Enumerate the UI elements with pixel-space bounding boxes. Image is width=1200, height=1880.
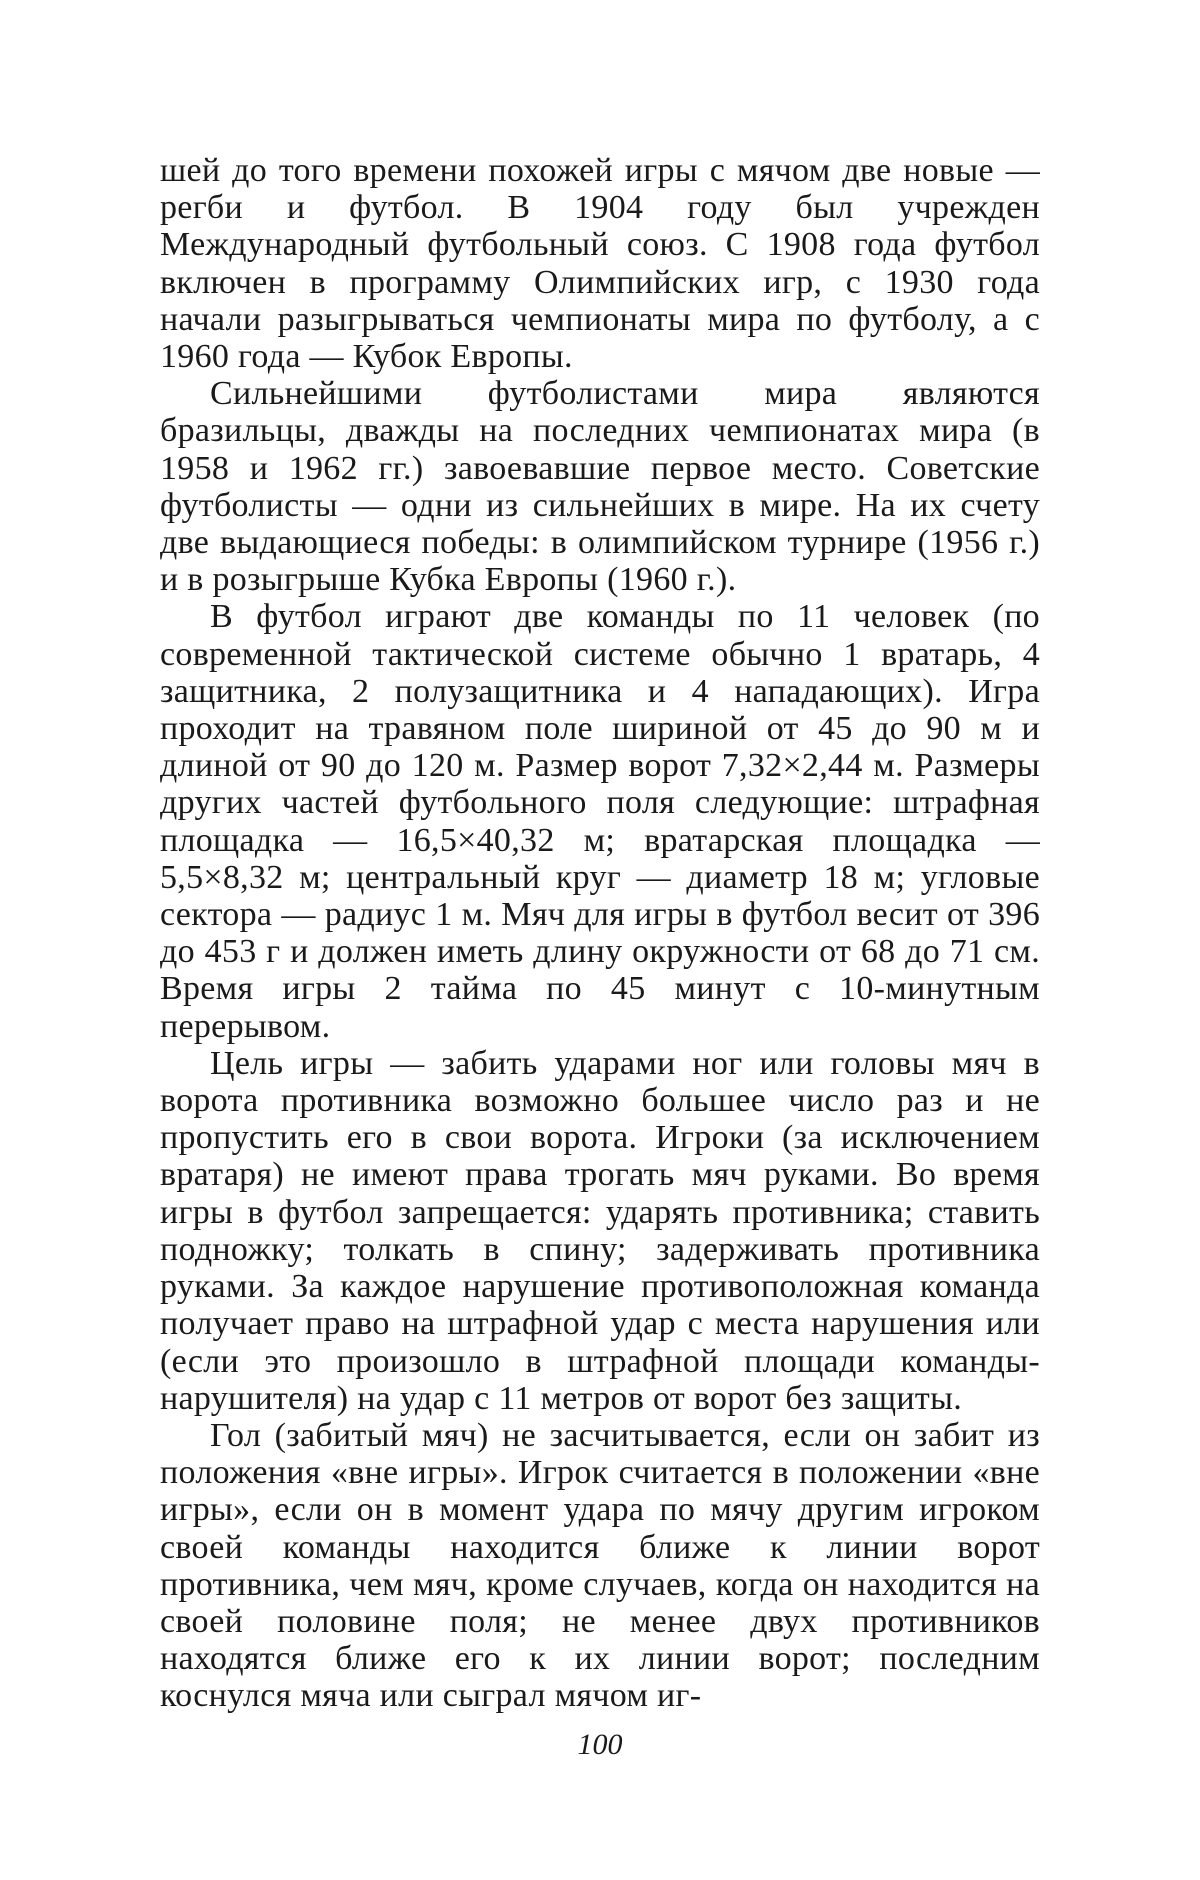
paragraph-4: Цель игры — забить ударами ног или головы мяч в ворота противника возможно большее число раз и не пропустить его в свои ворота. Игроки (за исключением вратаря) не имеют права трогать мяч руками. Во время игры в футбол запрещается: ударять противника; ставить подножку; толкать в спину; задерживать противника руками. За каждое нарушение противоположная команда получает право на штрафной удар с места нарушения или (если это произошло в штрафной площади команды-нарушителя) на удар с 11 метров от ворот без защиты. [160, 1044, 1040, 1417]
paragraph-5: Гол (забитый мяч) не засчитывается, если он забит из положения «вне игры». Игрок считается в положении «вне игры», если он в момент удара по мячу другим игроком своей команды находится ближе к линии ворот противника, чем мяч, кроме случаев, когда он находится на своей половине поля; не менее двух противников находятся ближе его к их линии ворот; последним коснулся мяча или сыграл мячом иг- [160, 1416, 1040, 1715]
paragraph-2: Сильнейшими футболистами мира являются бразильцы, дважды на последних чемпионатах мира (в 1958 и 1962 гг.) завоевавшие первое место. Советские футболисты — одни из сильнейших в мире. На их счету две выдающиеся победы: в олимпийском турнире (1956 г.) и в розыгрыше Кубка Европы (1960 г.). [160, 375, 1040, 599]
paragraph-3: В футбол играют две команды по 11 человек (по современной тактической системе обычно 1 вратарь, 4 защитника, 2 полузащитника и 4 нападающих). Игра проходит на травяном поле шириной от 45 до 90 м и длиной от 90 до 120 м. Размер ворот 7,32×2,44 м. Размеры других частей футбольного поля следующие: штрафная площадка — 16,5×40,32 м; вратарская площадка — 5,5×8,32 м; центральный круг — диаметр 18 м; угловые сектора — радиус 1 м. Мяч для игры в футбол весит от 396 до 453 г и должен иметь длину окружности от 68 до 71 см. Время игры 2 тайма по 45 минут с 10-минутным перерывом. [160, 598, 1040, 1045]
page-number: 100 [577, 1728, 623, 1761]
book-page [160, 152, 1040, 1715]
paragraph-1: шей до того времени похожей игры с мячом две новые — регби и футбол. В 1904 году был учрежден Международный футбольный союз. С 1908 года футбол включен в программу Олимпийских игр, с 1930 года начали разыгрываться чемпионаты мира по футболу, а с 1960 года — Кубок Европы. [160, 152, 1040, 376]
page-text [160, 152, 1040, 1715]
